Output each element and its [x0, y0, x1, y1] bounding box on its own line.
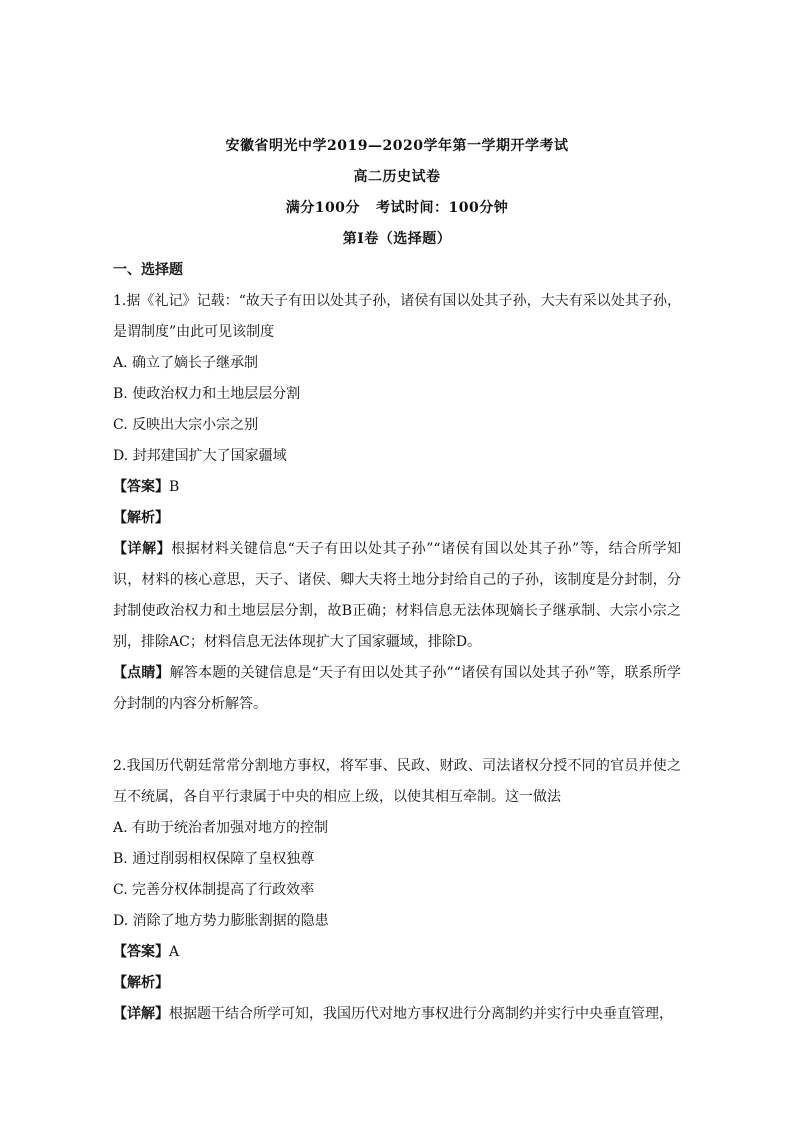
answer-value: B [169, 479, 180, 495]
exam-title: 安徽省明光中学2019—2020学年第一学期开学考试 [225, 138, 569, 154]
exam-header [113, 0, 681, 255]
paper-title: 高二历史试卷 [353, 169, 441, 185]
option-a: A. 确立了嫡长子继承制 [113, 355, 259, 371]
question-1 [113, 286, 681, 720]
answer-label: 【答案】 [113, 944, 169, 960]
answer-value: A [169, 944, 180, 960]
detail-paragraph [113, 534, 681, 658]
detail-text: 根据材料关键信息“天子有田以处其子孙”“诸侯有国以处其子孙”等，结合所学知识，材料的核心意思，天子、诸侯、卿大夫将土地分封给自己的子孙，该制度是分封制，分封制使政治权力和土地层层分割，故B正确；材料信息无法体现嫡长子继承制、大宗小宗之别，排除AC；材料信息无法体现扩大了国家疆域，排除D。 [113, 541, 681, 650]
detail-paragraph [113, 999, 681, 1030]
question-2 [113, 751, 681, 1030]
analysis-label: 【解析】 [113, 510, 169, 526]
option-d: D. 消除了地方势力膨胀割据的隐患 [113, 913, 329, 929]
answer-line [113, 937, 681, 968]
detail-text: 根据题干结合所学可知，我国历代对地方事权进行分离制约并实行中央垂直管理， [169, 1006, 673, 1022]
score-time: 满分100分 考试时间：100分钟 [285, 200, 509, 216]
tip-paragraph [113, 658, 681, 720]
volume-title: 第Ⅰ卷（选择题） [342, 231, 452, 247]
answer-label: 【答案】 [113, 479, 169, 495]
question-stem: 1.据《礼记》记载：“故天子有田以处其子孙，诸侯有国以处其子孙，大夫有采以处其子孙，是谓制度”由此可见该制度 [113, 293, 681, 340]
option-c: C. 完善分权体制提高了行政效率 [113, 882, 315, 898]
section-title: 一、选择题 [113, 262, 183, 278]
tip-text: 解答本题的关键信息是“天子有田以处其子孙”“诸侯有国以处其子孙”等，联系所学分封制的内容分析解答。 [113, 665, 682, 712]
option-b: B. 使政治权力和土地层层分割 [113, 386, 301, 402]
option-c: C. 反映出大宗小宗之别 [113, 417, 259, 433]
spacer [113, 720, 681, 751]
option-d: D. 封邦建国扩大了国家疆域 [113, 448, 287, 464]
analysis-label: 【解析】 [113, 975, 169, 991]
option-a: A. 有助于统治者加强对地方的控制 [113, 820, 329, 836]
detail-label: 【详解】 [113, 1006, 169, 1022]
question-stem: 2.我国历代朝廷常常分割地方事权，将军事、民政、财政、司法诸权分授不同的官员并使之互不统属，各自平行隶属于中央的相应上级，以使其相互牵制。这一做法 [113, 758, 681, 805]
tip-label: 【点睛】 [113, 665, 170, 681]
option-b: B. 通过削弱相权保障了皇权独尊 [113, 851, 315, 867]
answer-line [113, 472, 681, 503]
detail-label: 【详解】 [113, 541, 172, 557]
